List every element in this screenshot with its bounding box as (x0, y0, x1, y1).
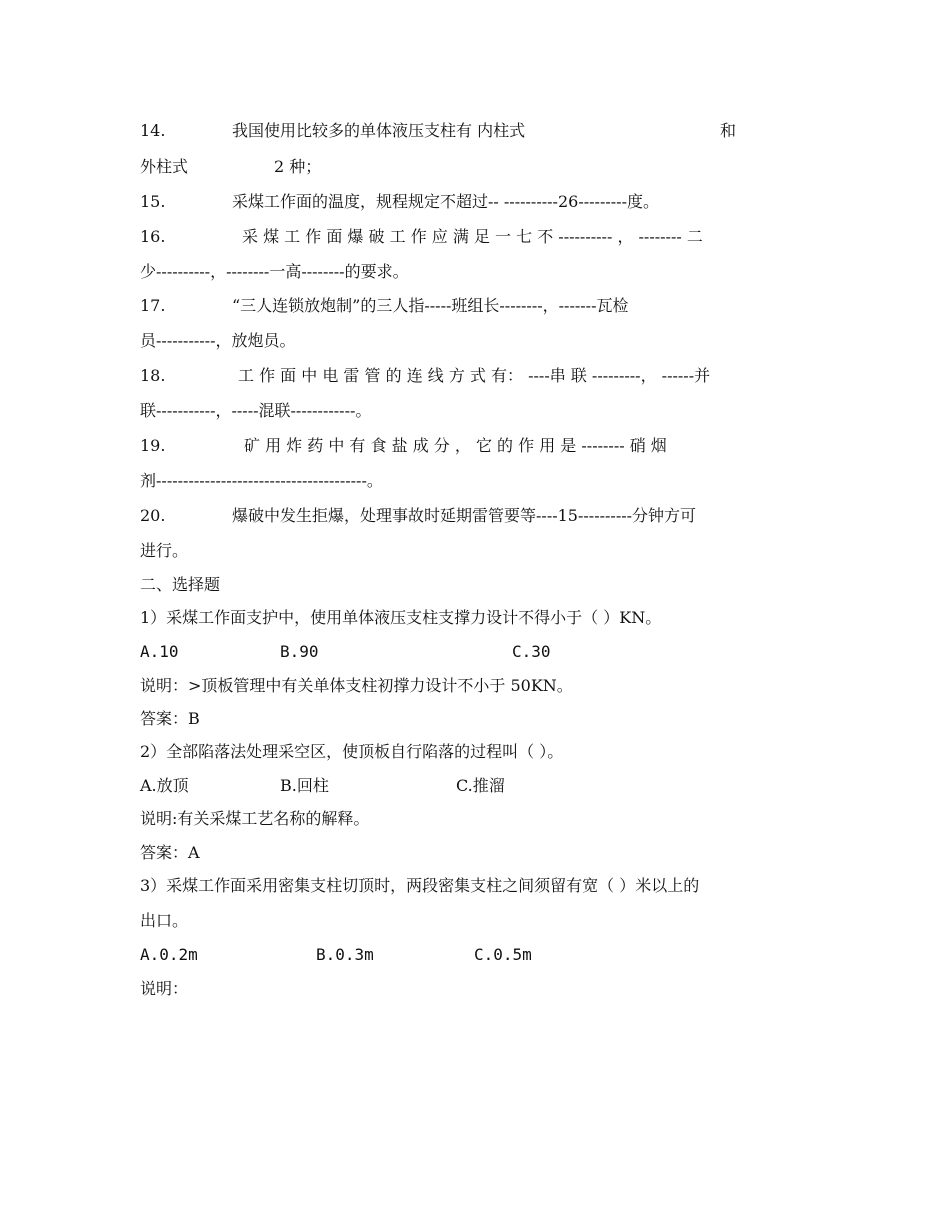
item-text: 2 种； (274, 157, 322, 176)
option-a: A.0.2m (140, 945, 198, 964)
item-number: 14. (140, 121, 166, 140)
item-text-tail: 和 (720, 121, 737, 140)
item-text: 采 煤 工 作 面 爆 破 工 作 应 满 足 一 七 不 ---------- ， -------- 二 (242, 227, 703, 246)
item-text: 联-----------，-----混联------------。 (140, 401, 372, 420)
option-b: B.90 (280, 642, 319, 661)
item-number: 20. (140, 506, 166, 525)
question-1-answer: 答案：B (140, 709, 200, 728)
option-b: B.0.3m (316, 945, 374, 964)
item-text: 员-----------，放炮员。 (140, 331, 296, 350)
question-2-explanation: 说明:有关采煤工艺名称的解释。 (140, 809, 370, 828)
item-text: 进行。 (140, 541, 189, 560)
item-text: 爆破中发生拒爆，处理事故时延期雷管要等----15----------分钟方可 (232, 506, 697, 525)
question-3-stem-continuation: 出口。 (140, 911, 189, 930)
question-1-stem: 1）采煤工作面支护中，使用单体液压支柱支撑力设计不得小于（ ）KN。 (140, 608, 662, 627)
section-title: 二、选择题 (140, 575, 221, 594)
item-text: 少----------，--------一高--------的要求。 (140, 262, 409, 281)
item-14 (140, 121, 810, 141)
item-text: 矿 用 炸 药 中 有 食 盐 成 分 ， 它 的 作 用 是 -------- 硝 烟 (244, 436, 667, 455)
item-text: 剂---------------------------------------。 (140, 471, 383, 490)
item-text: 采煤工作面的温度，规程规定不超过-- ----------26---------度。 (232, 192, 659, 211)
item-text: 外柱式 (140, 157, 189, 176)
item-number: 15. (140, 192, 166, 211)
option-c: C.推溜 (456, 776, 505, 795)
question-3-stem: 3）采煤工作面采用密集支柱切顶时，两段密集支柱之间须留有宽（ ）米以上的 (140, 876, 700, 895)
item-number: 17. (140, 296, 166, 315)
question-2-answer: 答案：A (140, 843, 200, 862)
option-c: C.0.5m (474, 945, 532, 964)
item-number: 16. (140, 227, 166, 246)
question-1-explanation: 说明：>顶板管理中有关单体支柱初撑力设计不小于 50KN。 (140, 676, 573, 695)
option-a: A.10 (140, 642, 179, 661)
item-text: 我国使用比较多的单体液压支柱有 内柱式 (232, 121, 526, 140)
item-number: 18. (140, 366, 166, 385)
item-number: 19. (140, 436, 166, 455)
item-text: “三人连锁放炮制”的三人指-----班组长--------，-------瓦检 (232, 296, 629, 315)
option-c: C.30 (512, 642, 551, 661)
question-3-explanation: 说明： (140, 979, 189, 998)
item-text: 工 作 面 中 电 雷 管 的 连 线 方 式 有： ----串 联 ---------， ------并 (238, 366, 711, 385)
option-a: A.放顶 (140, 776, 189, 795)
question-2-stem: 2）全部陷落法处理采空区，使顶板自行陷落的过程叫（ ）。 (140, 742, 564, 761)
option-b: B.回柱 (280, 776, 329, 795)
